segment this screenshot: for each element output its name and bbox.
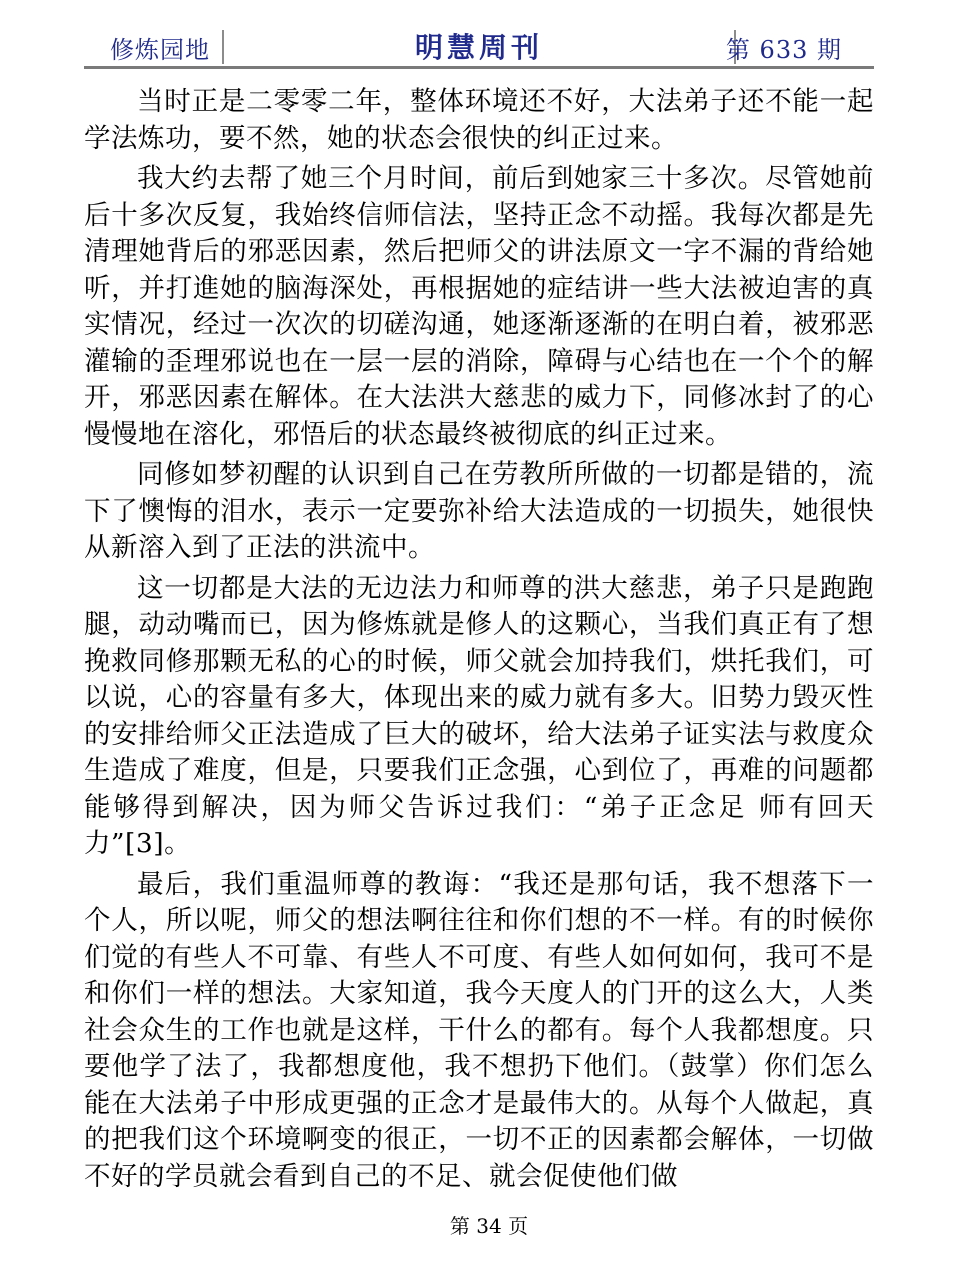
- header-rule: [84, 66, 874, 69]
- section-title: 修炼园地: [110, 36, 210, 64]
- paragraph: 最后，我们重温师尊的教诲：“我还是那句话，我不想落下一个人，所以呢，师父的想法啊往往和你们想的不一样。有的时候你们觉的有些人不可靠、有些人不可度、有些人如何如何，我可不是和你们一样的想法。大家知道，我今天度人的门开的这么大，人类社会众生的工作也就是这样，干什么的都有。每个人我都想度。只要他学了法了，我都想度他，我不想扔下他们。（鼓掌）你们怎么能在大法弟子中形成更强的正念才是最伟大的。从每个人做起，真的把我们这个环境啊变的很正，一切不正的因素都会解体，一切做不好的学员就会看到自己的不足、就会促使他们做: [84, 868, 874, 1192]
- paragraph: 这一切都是大法的无边法力和师尊的洪大慈悲，弟子只是跑跑腿，动动嘴而已，因为修炼就是修人的这颗心，当我们真正有了想挽救同修那颗无私的心的时候，师父就会加持我们，烘托我们，可以说，心的容量有多大，体现出来的威力就有多大。旧势力毁灭性的安排给师父正法造成了巨大的破坏，给大法弟子证实法与救度众生造成了难度，但是，只要我们正念强，心到位了，再难的问题都能够得到解决，因为师父告诉过我们：“弟子正念足 师有回天力”[3]。: [84, 572, 874, 859]
- paragraph: 同修如梦初醒的认识到自己在劳教所所做的一切都是错的，流下了懊悔的泪水，表示一定要弥补给大法造成的一切损失，她很快从新溶入到了正法的洪流中。: [84, 459, 874, 563]
- page-number: 第 34 页: [449, 1214, 529, 1238]
- paragraph: 我大约去帮了她三个月时间，前后到她家三十多次。尽管她前后十多次反复，我始终信师信法，坚持正念不动摇。我每次都是先清理她背后的邪恶因素，然后把师父的讲法原文一字不漏的背给她听，并打進她的脑海深处，再根据她的症结讲一些大法被迫害的真实情况，经过一次次的切磋沟通，她逐渐逐渐的在明白着，被邪恶灌输的歪理邪说也在一层一层的消除，障碍与心结也在一个个的解开，邪恶因素在解体。在大法洪大慈悲的威力下，同修冰封了的心慢慢地在溶化，邪悟后的状态最终被彻底的纠正过来。: [84, 163, 874, 450]
- page-header: [84, 22, 874, 68]
- article-body: [84, 84, 874, 1199]
- issue-number: 第 633 期: [725, 36, 842, 64]
- paragraph: 当时正是二零零二年，整体环境还不好，大法弟子还不能一起学法炼功，要不然，她的状态会很快的纠正过来。: [84, 86, 874, 154]
- publication-title: 明慧周刊: [414, 31, 543, 64]
